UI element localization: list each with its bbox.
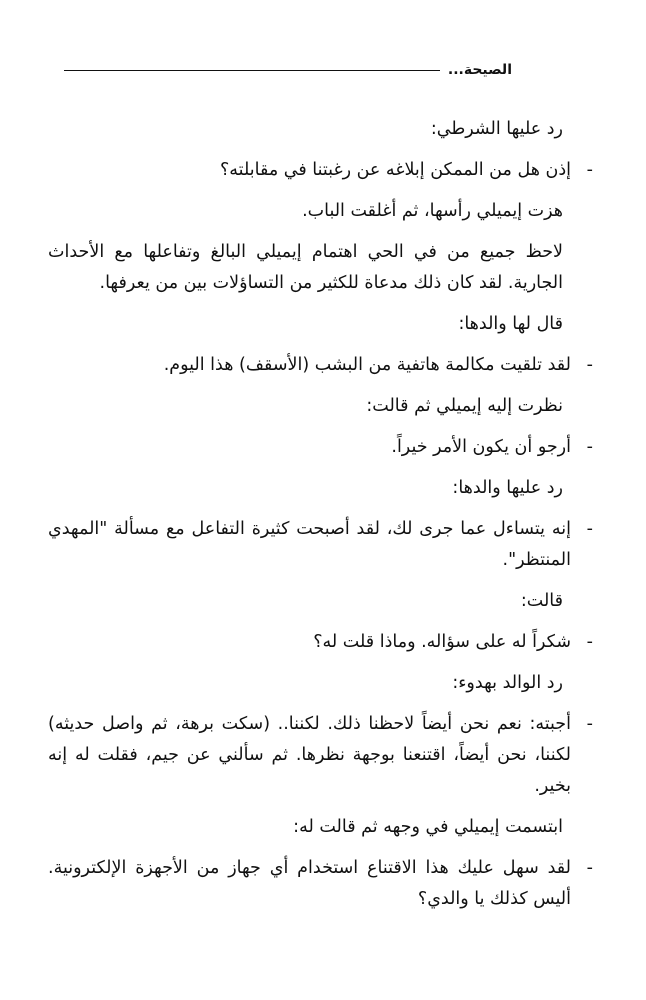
paragraph-text: رد عليها والدها: xyxy=(452,478,563,498)
paragraph-text: ابتسمت إيميلي في وجهه ثم قالت له: xyxy=(293,817,563,837)
paragraph-text: رد عليها الشرطي: xyxy=(430,119,563,139)
dialogue-dash: - xyxy=(586,437,593,457)
page-header xyxy=(64,58,512,82)
paragraph-text: رد الوالد بهدوء: xyxy=(452,673,563,693)
dialogue-line xyxy=(48,853,593,915)
dialogue-dash: - xyxy=(586,632,593,652)
paragraph-text: لاحظ جميع من في الحي اهتمام إيميلي البالغ وتفاعلها مع الأحداث الجارية. لقد كان ذلك مدعاة للكثير من التساؤلات بين من يعرفها. xyxy=(48,242,563,293)
narration-paragraph xyxy=(48,237,593,299)
dialogue-line xyxy=(48,155,593,186)
dialogue-text: شكراً له على سؤاله. وماذا قلت له؟ xyxy=(313,632,571,652)
dialogue-dash: - xyxy=(586,160,593,180)
dialogue-line xyxy=(48,627,593,658)
running-title: الصيحة... xyxy=(447,62,512,78)
narration-paragraph xyxy=(48,114,593,145)
paragraph-text: نظرت إليه إيميلي ثم قالت: xyxy=(366,396,563,416)
narration-paragraph xyxy=(48,391,593,422)
dialogue-line xyxy=(48,709,593,802)
dialogue-dash: - xyxy=(586,519,593,539)
header-rule xyxy=(64,70,440,71)
narration-paragraph xyxy=(48,196,593,227)
dialogue-line xyxy=(48,514,593,576)
dialogue-dash: - xyxy=(586,858,593,878)
narration-paragraph xyxy=(48,812,593,843)
dialogue-text: لقد سهل عليك هذا الاقتناع استخدام أي جهاز من الأجهزة الإلكترونية. أليس كذلك يا والدي؟ xyxy=(48,858,571,909)
dialogue-dash: - xyxy=(586,355,593,375)
narration-paragraph xyxy=(48,586,593,617)
dialogue-dash: - xyxy=(586,714,593,734)
paragraph-text: قالت: xyxy=(520,591,563,611)
narration-paragraph xyxy=(48,309,593,340)
narration-paragraph xyxy=(48,473,593,504)
dialogue-text: إذن هل من الممكن إبلاغه عن رغبتنا في مقابلته؟ xyxy=(220,160,571,180)
dialogue-text: إنه يتساءل عما جرى لك، لقد أصبحت كثيرة التفاعل مع مسألة "المهدي المنتظر". xyxy=(48,519,571,570)
page-body xyxy=(48,114,593,925)
dialogue-text: أجبته: نعم نحن أيضاً لاحظنا ذلك. لكننا.. (سكت برهة، ثم واصل حديثه) لكننا، نحن أيضاً، اقتنعنا بوجهة نظرها. ثم سألني عن جيم، فقلت له إنه بخير. xyxy=(48,714,571,796)
narration-paragraph xyxy=(48,668,593,699)
paragraph-text: هزت إيميلي رأسها، ثم أغلقت الباب. xyxy=(302,201,563,221)
dialogue-text: أرجو أن يكون الأمر خيراً. xyxy=(391,437,571,457)
paragraph-text: قال لها والدها: xyxy=(458,314,563,334)
dialogue-text: لقد تلقيت مكالمة هاتفية من البشب (الأسقف) هذا اليوم. xyxy=(163,355,571,375)
dialogue-line xyxy=(48,432,593,463)
dialogue-line xyxy=(48,350,593,381)
